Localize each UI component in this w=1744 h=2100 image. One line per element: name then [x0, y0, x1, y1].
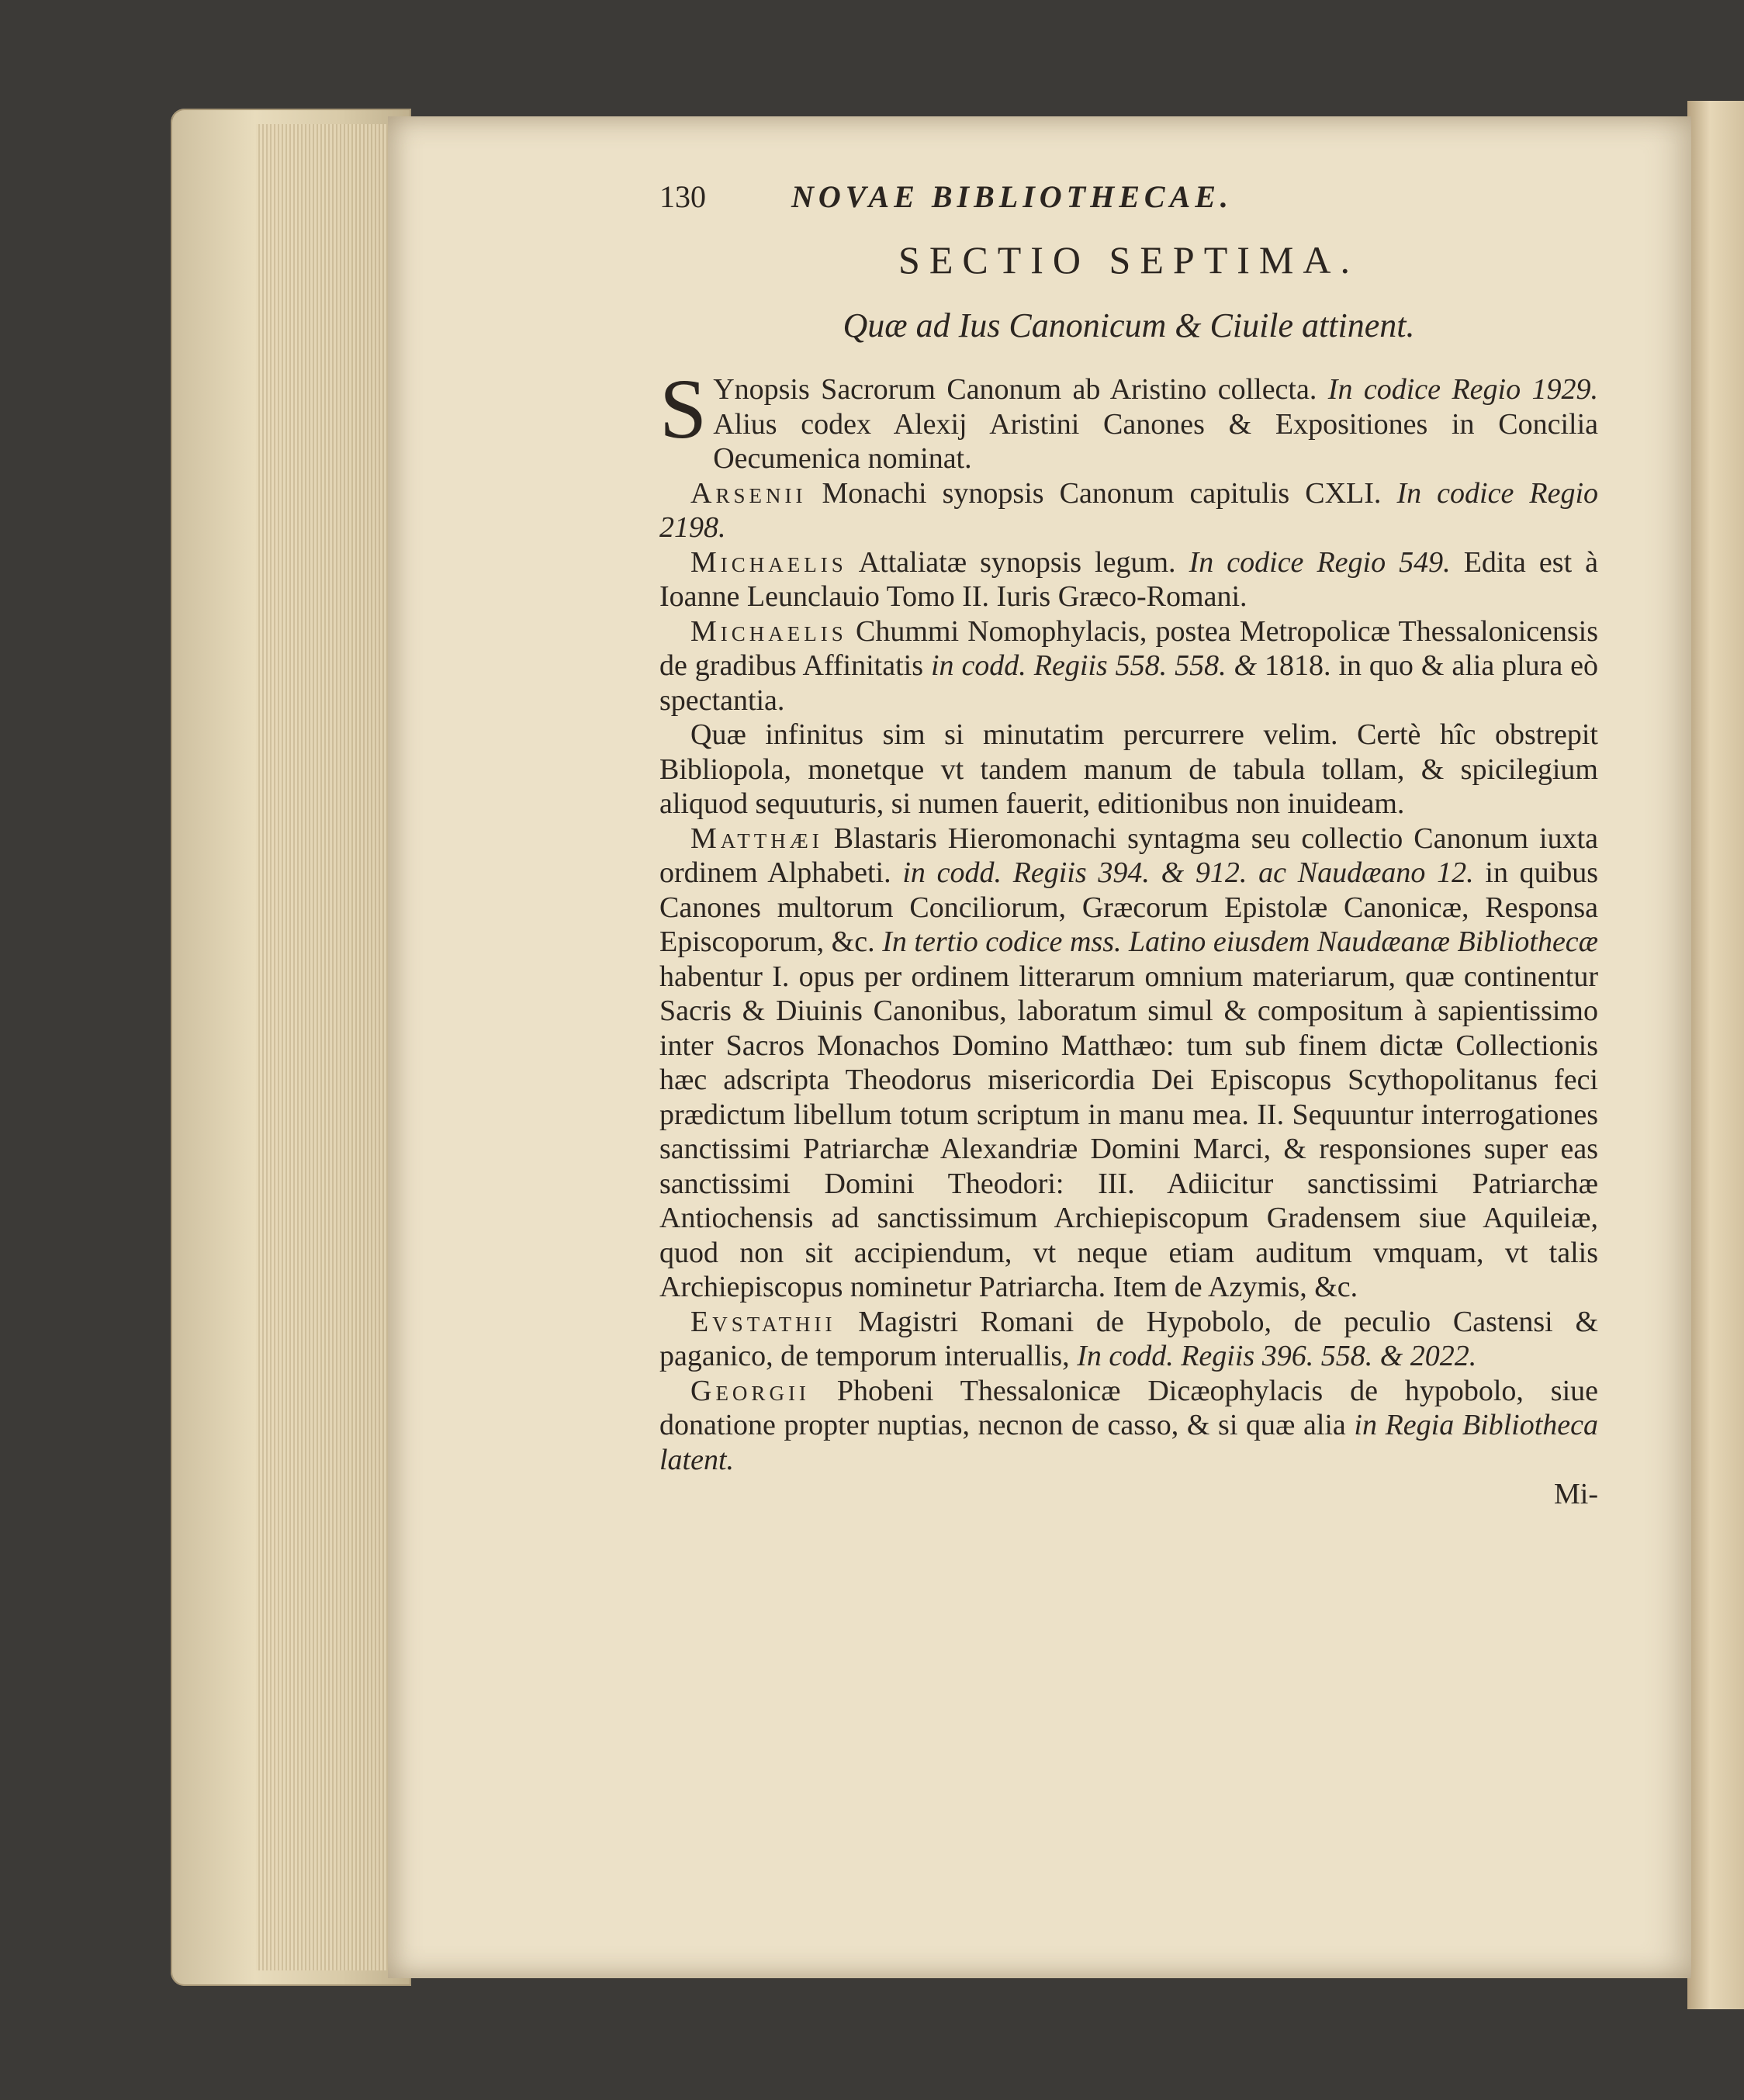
author-name: Michaelis	[690, 545, 847, 579]
paragraph-8: Georgii Phobeni Thessalonicæ Dicæophylacis de hypobolo, siue donatione propter nuptias, necnon de casso, & si quæ alia in Regia Bibliotheca latent.	[659, 1374, 1599, 1476]
paragraph-7: Evstathii Magistri Romani de Hypobolo, de peculio Castensi & paganico, de temporum interuallis, In codd. Regiis 396. 558. & 2022.	[659, 1305, 1598, 1372]
author-name: Matthæi	[690, 822, 823, 855]
codex-reference: In codice Regio 2198.	[659, 476, 1599, 544]
paragraph-6: Matthæi Blastaris Hieromonachi syntagma seu collectio Canonum iuxta ordinem Alphabeti. in codd. Regiis 394. & 912. ac Naudæano 12. in quibus Canones multorum Conciliorum, Græcorum Epistolæ Canonicæ, Responsa Episcoporum, &c. In tertio codice mss. Latino eiusdem Naudæanæ Bibliothecæ habentur I. opus per ordinem litterarum omnium materiarum, quæ continentur Sacris & Diuinis Canonibus, laboratum simul & compositum à sapientissimo inter Sacros Monachos Domino Matthæo: tum sub finem dictæ Collectionis hæc adscripta Theodorus misericordia Dei Episcopus Scythopolitanus feci prædictum libellum totum scriptum in manu mea. II. Sequuntur interrogationes sanctissimi Patriarchæ Alexandriæ Domini Marci, & responsiones super eas sanctissimi Domini Theodori: III. Adiicitur sanctissimi Patriarchæ Antiochensis ad sanctissimum Archiepiscopum Gradensem siue Aquileiæ, quod non sit accipiendum, vt neque etiam auditum vmquam, vt talis Archiepiscopus nominetur Patriarcha. Item de Azymis, &c.	[659, 822, 1599, 1303]
codex-reference: In codice Regio 1929.	[1327, 373, 1599, 406]
page-number: 130	[659, 179, 706, 214]
facing-page-edge	[1687, 101, 1744, 2009]
paragraph-5: Quæ infinitus sim si minutatim percurrere velim. Certè hîc obstrepit Bibliopola, monetque vt tandem manum de tabula tollam, & spicilegium aliquod sequuturis, si numen fauerit, editionibus non inuideam.	[659, 718, 1598, 820]
paragraph-3: Michaelis Attaliatæ synopsis legum. In codice Regio 549. Edita est à Ioanne Leunclauio Tomo II. Iuris Græco-Romani.	[659, 545, 1599, 613]
book-page	[388, 116, 1691, 1978]
paragraph-1: S Ynopsis Sacrorum Canonum ab Aristino collecta. In codice Regio 1929. Alius codex Alexij Aristini Canones & Expositiones in Concilia Oecumenica nominat.	[659, 362, 1599, 475]
drop-cap: S	[659, 362, 708, 456]
codex-reference: in codd. Regiis 394. & 912. ac Naudæano 12.	[902, 856, 1474, 889]
codex-reference: in Regia Bibliotheca latent.	[659, 1409, 1599, 1476]
paragraph-4: Michaelis Chummi Nomophylacis, postea Metropolicæ Thessalonicensis de gradibus Affinitatis in codd. Regiis 558. 558. & 1818. in quo & alia plura eò spectantia.	[659, 614, 1599, 717]
author-name: Evstathii	[690, 1305, 836, 1338]
running-title: NOVAE BIBLIOTHECAE.	[791, 179, 1233, 214]
section-title: SECTIO SEPTIMA.	[898, 238, 1359, 282]
author-name: Michaelis	[690, 614, 847, 648]
author-name: Arsenii	[690, 476, 807, 510]
paragraph-2: Arsenii Monachi synopsis Canonum capitulis CXLI. In codice Regio 2198.	[659, 476, 1599, 544]
author-name: Georgii	[690, 1374, 810, 1407]
running-head	[659, 178, 1598, 225]
codex-reference: In codd. Regiis 396. 558. & 2022.	[1077, 1340, 1477, 1372]
codex-reference: in codd. Regiis 558. 558. &	[930, 649, 1258, 682]
catchword: Mi-	[1554, 1478, 1598, 1510]
page-content	[659, 178, 1598, 1511]
codex-reference: In codice Regio 549.	[1189, 545, 1451, 579]
section-subtitle: Quæ ad Ius Canonicum & Ciuile attinent.	[843, 306, 1415, 344]
codex-reference: In tertio codice mss. Latino eiusdem Naudæanæ Bibliothecæ	[882, 925, 1599, 958]
